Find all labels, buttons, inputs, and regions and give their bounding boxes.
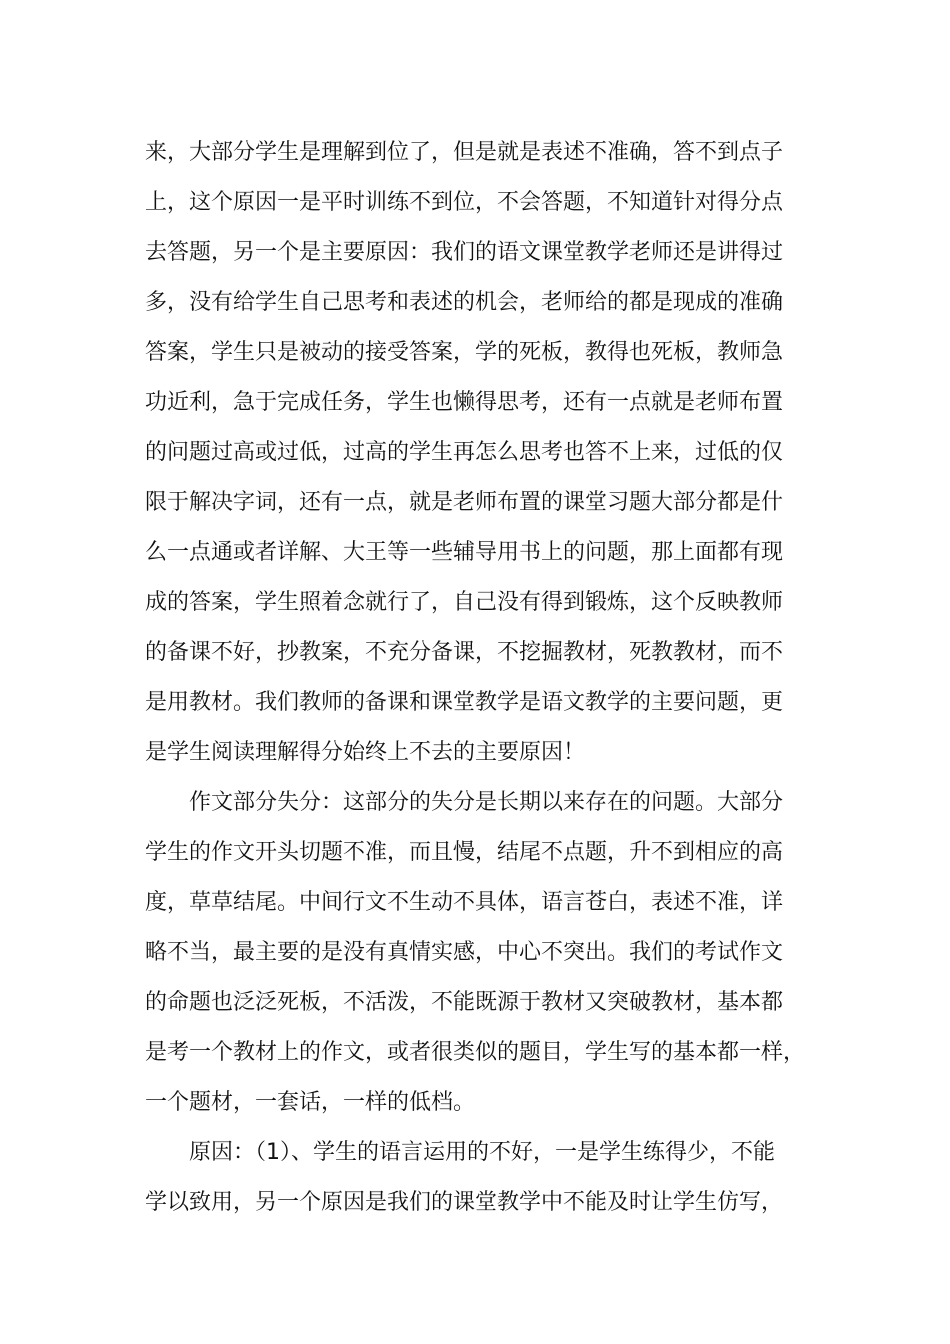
text-line: 上，这个原因一是平时训练不到位，不会答题，不知道针对得分点	[145, 190, 784, 215]
text-line: 答案，学生只是被动的接受答案，学的死板，教得也死板，教师急	[145, 340, 784, 365]
text-line: 是用教材。我们教师的备课和课堂教学是语文教学的主要问题，更	[145, 690, 784, 715]
text-line: 的命题也泛泛死板，不活泼，不能既源于教材又突破教材，基本都	[145, 990, 784, 1015]
text-line: 成的答案，学生照着念就行了，自己没有得到锻炼，这个反映教师	[145, 590, 784, 615]
text-line: 功近利，急于完成任务，学生也懒得思考，还有一点就是老师布置	[145, 390, 784, 415]
text-line: 是学生阅读理解得分始终上不去的主要原因！	[145, 740, 586, 765]
text-line: 度，草草结尾。中间行文不生动不具体，语言苍白，表述不准，详	[145, 890, 784, 915]
text-line: 么一点通或者详解、大王等一些辅导用书上的问题，那上面都有现	[145, 540, 784, 565]
text-line: 的备课不好，抄教案，不充分备课，不挖掘教材，死教教材，而不	[145, 640, 784, 665]
text-line: 略不当，最主要的是没有真情实感，中心不突出。我们的考试作文	[145, 940, 784, 965]
body-text	[145, 128, 810, 1228]
text-line: 一个题材，一套话，一样的低档。	[145, 1090, 476, 1115]
paragraph-start-line: 原因：（1）、学生的语言运用的不好，一是学生练得少，不能	[189, 1140, 775, 1165]
text-line: 的问题过高或过低，过高的学生再怎么思考也答不上来，过低的仅	[145, 440, 784, 465]
text-line: 限于解决字词，还有一点，就是老师布置的课堂习题大部分都是什	[145, 490, 784, 515]
text-line: 是考一个教材上的作文，或者很类似的题目，学生写的基本都一样，	[145, 1040, 806, 1065]
text-line: 去答题，另一个是主要原因：我们的语文课堂教学老师还是讲得过	[145, 240, 784, 265]
text-line: 多，没有给学生自己思考和表述的机会，老师给的都是现成的准确	[145, 290, 784, 315]
text-line: 学以致用，另一个原因是我们的课堂教学中不能及时让学生仿写，	[145, 1190, 784, 1215]
text-line: 来，大部分学生是理解到位了，但是就是表述不准确，答不到点子	[145, 140, 784, 165]
text-line: 学生的作文开头切题不准，而且慢，结尾不点题，升不到相应的高	[145, 840, 784, 865]
paragraph-start-line: 作文部分失分：这部分的失分是长期以来存在的问题。大部分	[189, 790, 784, 815]
